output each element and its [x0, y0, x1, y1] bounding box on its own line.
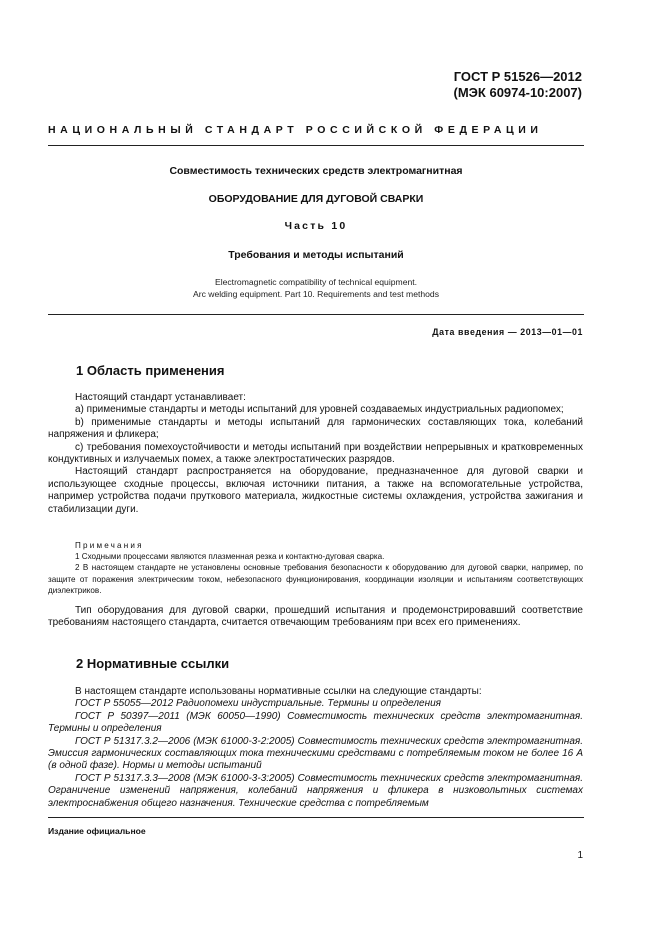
title-subtitle: Требования и методы испытаний — [228, 249, 404, 261]
title-part: Часть 10 — [284, 220, 348, 232]
type-paragraph: Тип оборудования для дуговой сварки, прошедший испытания и продемонстрировавший соответствие требованиям настоящего стандарта, считается отвечающим требованиям при всех его применениях. — [48, 605, 583, 629]
section2-intro: В настоящем стандарте использованы нормативные ссылки на следующие стандарты: — [75, 686, 482, 697]
edition-label: Издание официальное — [48, 826, 146, 836]
footer-divider — [48, 817, 584, 818]
scope-item-b: b) применимые стандарты и методы испытаний для гармонических составляющих тока, колебаний напряжения и фликера; — [48, 416, 583, 441]
standard-number: ГОСТ Р 51526—2012 — [453, 69, 582, 84]
scope-item-a: а) применимые стандарты и методы испытаний для уровней создаваемых индустриальных радиопомех; — [75, 404, 564, 416]
section2-body — [48, 686, 583, 810]
section1-body — [48, 392, 583, 516]
scope-paragraph: Настоящий стандарт распространяется на оборудование, предназначенное для дуговой сварки и использующее сходные процессы, включая источники питания, а также на вспомогательные устройства, например устройства подачи пруткового материала, жидкостные системы охлаждения, устройства зажигания и стабилизации дуги. — [48, 466, 583, 515]
scope-item-c: с) требования помехоустойчивости и методы испытаний при воздействии непрерывных и кратковременных кондуктивных и излучаемых помех, а также электростатических разрядов. — [48, 441, 583, 466]
national-standard-banner: НАЦИОНАЛЬНЫЙ СТАНДАРТ РОССИЙСКОЙ ФЕДЕРАЦИИ — [48, 124, 543, 136]
page-number: 1 — [577, 850, 583, 861]
section1-intro: Настоящий стандарт устанавливает: — [75, 392, 246, 403]
title-line2: ОБОРУДОВАНИЕ ДЛЯ ДУГОВОЙ СВАРКИ — [208, 193, 424, 205]
top-divider — [48, 145, 584, 146]
ref-gost-51317-3-3: ГОСТ Р 51317.3.3—2008 (МЭК 61000-3-3:2005) Совместимость технических средств электромагнитная. Ограничение изменений напряжения, колебаний напряжения и фликера в низковольтных системах электроснабжения общего назначения. Технические средства с потребляемым — [48, 772, 583, 809]
section2-heading: 2 Нормативные ссылки — [76, 656, 230, 671]
intro-date: Дата введения — 2013—01—01 — [432, 327, 583, 337]
notes-label: Примечания — [75, 541, 144, 550]
ref-gost-50397: ГОСТ Р 50397—2011 (МЭК 60050—1990) Совместимость технических средств электромагнитная. Термины и определения — [48, 710, 583, 735]
iec-number: (МЭК 60974-10:2007) — [453, 85, 582, 100]
note-1: 1 Сходными процессами являются плазменная резка и контактно-дуговая сварка. — [75, 552, 385, 562]
title-line1: Совместимость технических средств электромагнитная — [169, 165, 463, 177]
title-en-line2: Arc welding equipment. Part 10. Requirements and test methods — [192, 289, 439, 299]
notes-block — [48, 540, 583, 596]
title-en-line1: Electromagnetic compatibility of technical equipment. — [214, 277, 418, 287]
ref-gost-55055: ГОСТ Р 55055—2012 Радиопомехи индустриальные. Термины и определения — [75, 698, 441, 710]
title-divider — [48, 314, 584, 315]
ref-gost-51317-3-2: ГОСТ Р 51317.3.2—2006 (МЭК 61000-3-2:2005) Совместимость технических средств электромагнитная. Эмиссия гармонических составляющих тока техническими средствами с потребляемым током не более 16 А (в одной фазе). Нормы и методы испытаний — [48, 735, 583, 772]
section1-heading: 1 Область применения — [76, 363, 225, 378]
note-2: 2 В настоящем стандарте не установлены основные требования безопасности к оборудованию для дуговой сварки, например, по защите от поражения электрическим током, небезопасного функционирования, координации изоляции и испытаниям соответствующих диэлектриков. — [48, 563, 583, 595]
